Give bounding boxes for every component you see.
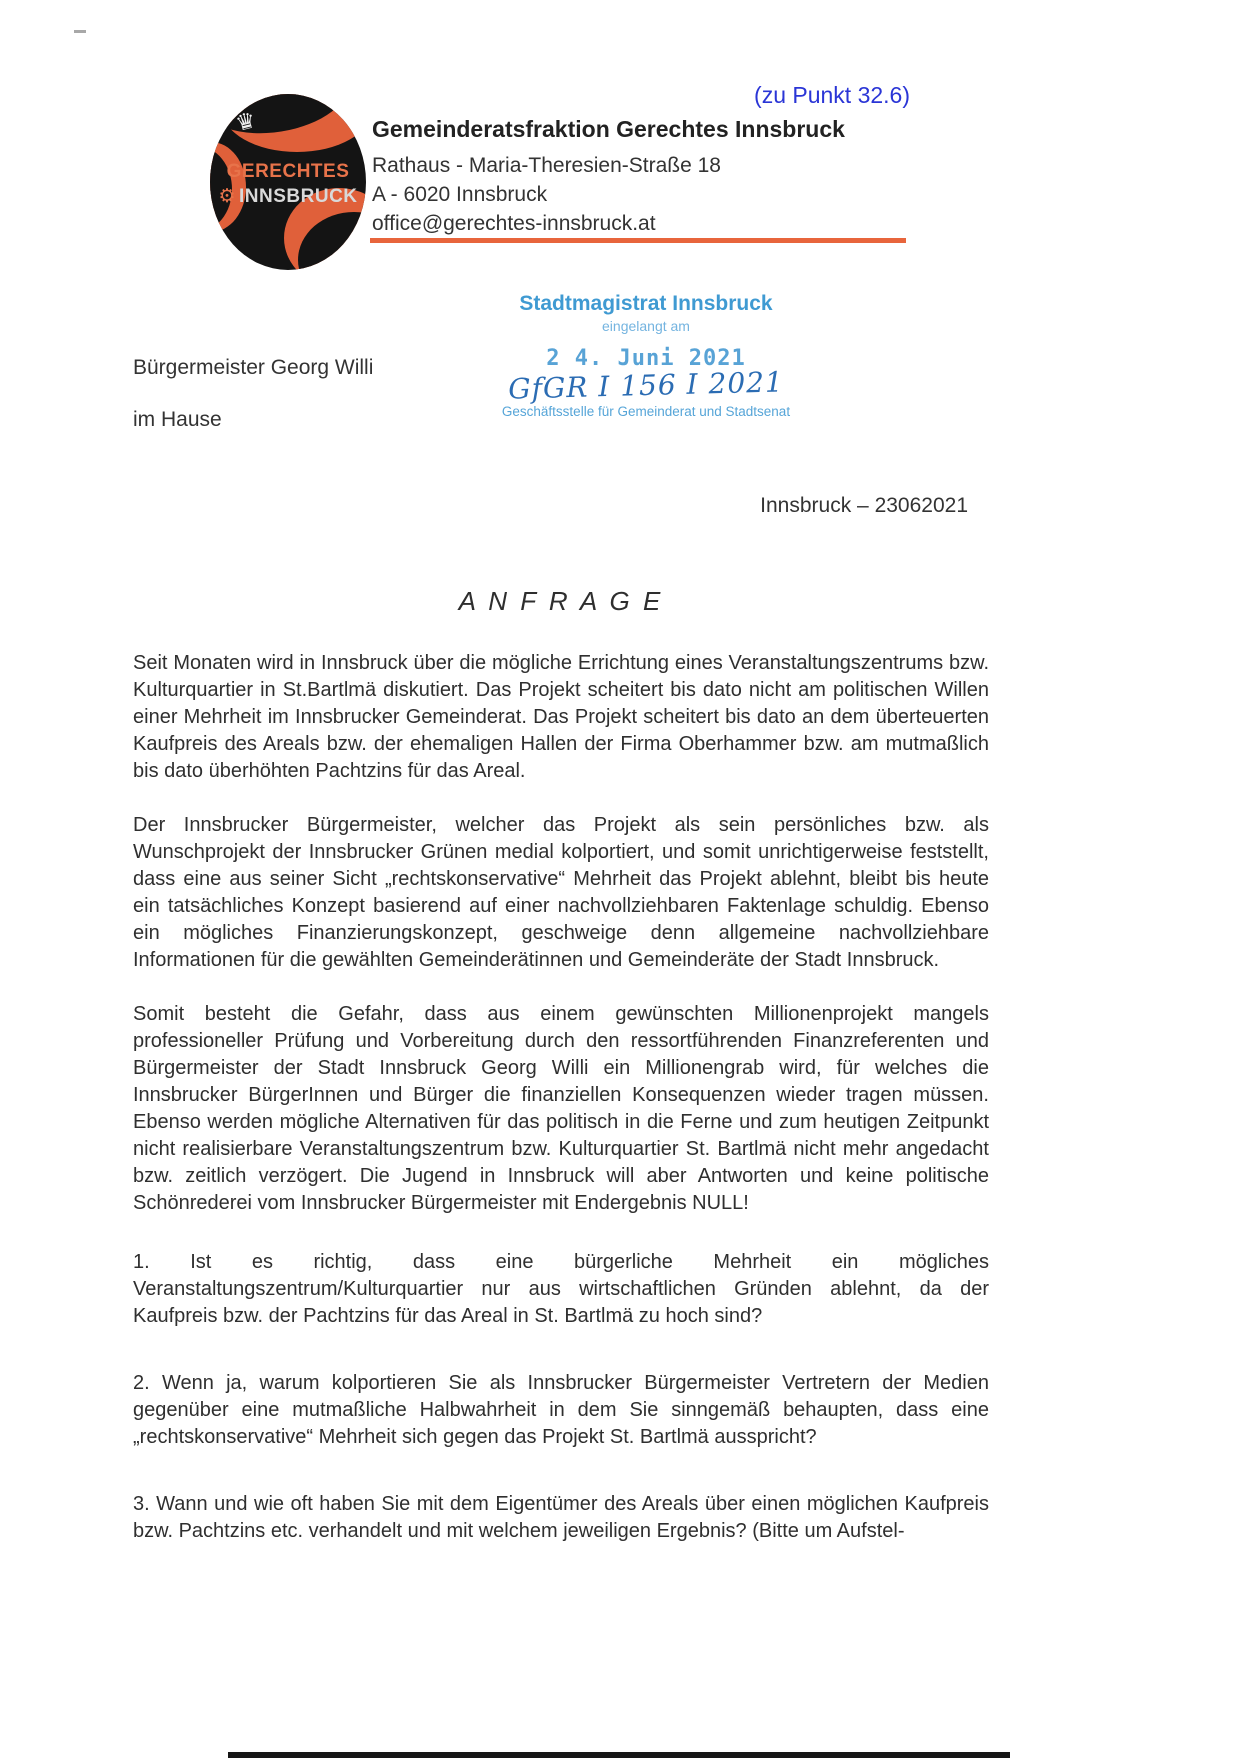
handwritten-reference: GfGR I 156 I 2021 bbox=[507, 365, 785, 406]
receipt-stamp bbox=[478, 292, 814, 419]
crown-icon: ♛ bbox=[233, 107, 259, 138]
recipient-block bbox=[133, 356, 373, 432]
question-2: 2. Wenn ja, warum kolportieren Sie als Innsbrucker Bürgermeister Vertretern der Medien gegenüber eine mutmaßliche Halbwahrheit in dem Sie sinngemäß behaupten, dass eine „rechtskonservative“ Mehrheit sich gegen das Projekt St. Bartlmä ausspricht? bbox=[133, 1372, 989, 1448]
address-line-2: A - 6020 Innsbruck bbox=[372, 183, 548, 206]
question-3: 3. Wann und wie oft haben Sie mit dem Eigentümer des Areals über einen möglichen Kaufpreis bzw. Pachtzins etc. verhandelt und mit welchem jeweiligen Ergebnis? (Bitte um Aufstel- bbox=[133, 1493, 989, 1542]
gear-icon: ⚙ bbox=[218, 185, 237, 207]
scan-artifact bbox=[74, 30, 86, 33]
agenda-reference: (zu Punkt 32.6) bbox=[754, 82, 910, 108]
stamp-office: Stadtmagistrat Innsbruck bbox=[519, 292, 773, 315]
paragraph-3: Somit besteht die Gefahr, dass aus einem gewünschten Millionenprojekt mangels professioneller Prüfung und Vorbereitung durch den ressortführenden Finanzreferenten und Bürgermeister der Stadt Innsbruck Georg Willi ein Millionengrab wird, für welches die Innsbrucker BürgerInnen und Bürger die finanziellen Konsequenzen wieder tragen müssen. Ebenso werden mögliche Alternativen für das politisch in die Ferne und zum heutigen Zeitpunkt nicht realisierbare Veranstaltungszentrum bzw. Kulturquartier St. Bartlmä nicht mehr angedacht bzw. zeitlich verzögert. Die Jugend in Innsbruck will aber Antworten und keine politische Schönrederei vom Innsbrucker Bürgermeister mit Endergebnis NULL! bbox=[133, 1003, 989, 1214]
document-title: A N F R A G E bbox=[458, 586, 664, 616]
recipient-location: im Hause bbox=[133, 408, 222, 431]
dateline: Innsbruck – 23062021 bbox=[760, 494, 968, 517]
stamp-department: Geschäftsstelle für Gemeinderat und Stadtsenat bbox=[501, 404, 791, 419]
paragraph-2: Der Innsbrucker Bürgermeister, welcher das Projekt als sein persönliches bzw. als Wunschprojekt der Innsbrucker Grünen medial kolportiert, und somit unrichtigerweise feststellt, dass eine aus seiner Sicht „rechtskonservative“ Mehrheit das Projekt ablehnt, bleibt bis heute ein tatsächliches Konzept basierend auf einer nachvollziehbaren Faktenlage schuldig. Ebenso ein mögliches Finanzierungskonzept, geschweige denn allgemeine nachvollziehbare Informationen für die gewählten Gemeinderätinnen und Gemeinderäte der Stadt Innsbruck. bbox=[133, 814, 989, 971]
address-line-1: Rathaus - Maria-Theresien-Straße 18 bbox=[372, 154, 721, 177]
scan-edge-line bbox=[228, 1752, 1010, 1758]
letterhead bbox=[372, 116, 932, 238]
questions-section bbox=[133, 1249, 989, 1545]
org-logo bbox=[210, 94, 366, 270]
logo-text-innsbruck-label: INNSBRUCK bbox=[239, 186, 358, 207]
logo-text bbox=[210, 160, 366, 209]
stamp-date: 2 4. Juni 2021 bbox=[546, 346, 746, 371]
stamp-received-label: eingelangt am bbox=[602, 318, 690, 334]
paragraph-1: Seit Monaten wird in Innsbruck über die mögliche Errichtung eines Veranstaltungszentrums bzw. Kulturquartier in St.Bartlmä diskutiert. Das Projekt scheitert bis dato nicht am politischen Willen einer Mehrheit im Innsbrucker Gemeinderat. Das Projekt scheitert bis dato an dem überteuerten Kaufpreis des Areals bzw. der ehemaligen Hallen der Firma Oberhammer bzw. am mutmaßlich bis dato überhöhten Pachtzins für das Areal. bbox=[133, 652, 989, 782]
letter-body bbox=[133, 650, 989, 1585]
logo-text-gerechtes: GERECHTES bbox=[226, 161, 350, 182]
recipient-name: Bürgermeister Georg Willi bbox=[133, 356, 374, 379]
email-address: office@gerechtes-innsbruck.at bbox=[372, 212, 656, 235]
logo-text-innsbruck bbox=[210, 184, 366, 209]
letterhead-divider bbox=[370, 238, 906, 243]
question-1: 1. Ist es richtig, dass eine bürgerliche Mehrheit ein mögliches Veranstaltungszentrum/Kulturquartier nur aus wirtschaftlichen Gründen ablehnt, da der Kaufpreis bzw. der Pachtzins für das Areal in St. Bartlmä zu hoch sind? bbox=[133, 1251, 989, 1327]
org-name: Gemeinderatsfraktion Gerechtes Innsbruck bbox=[372, 116, 845, 142]
